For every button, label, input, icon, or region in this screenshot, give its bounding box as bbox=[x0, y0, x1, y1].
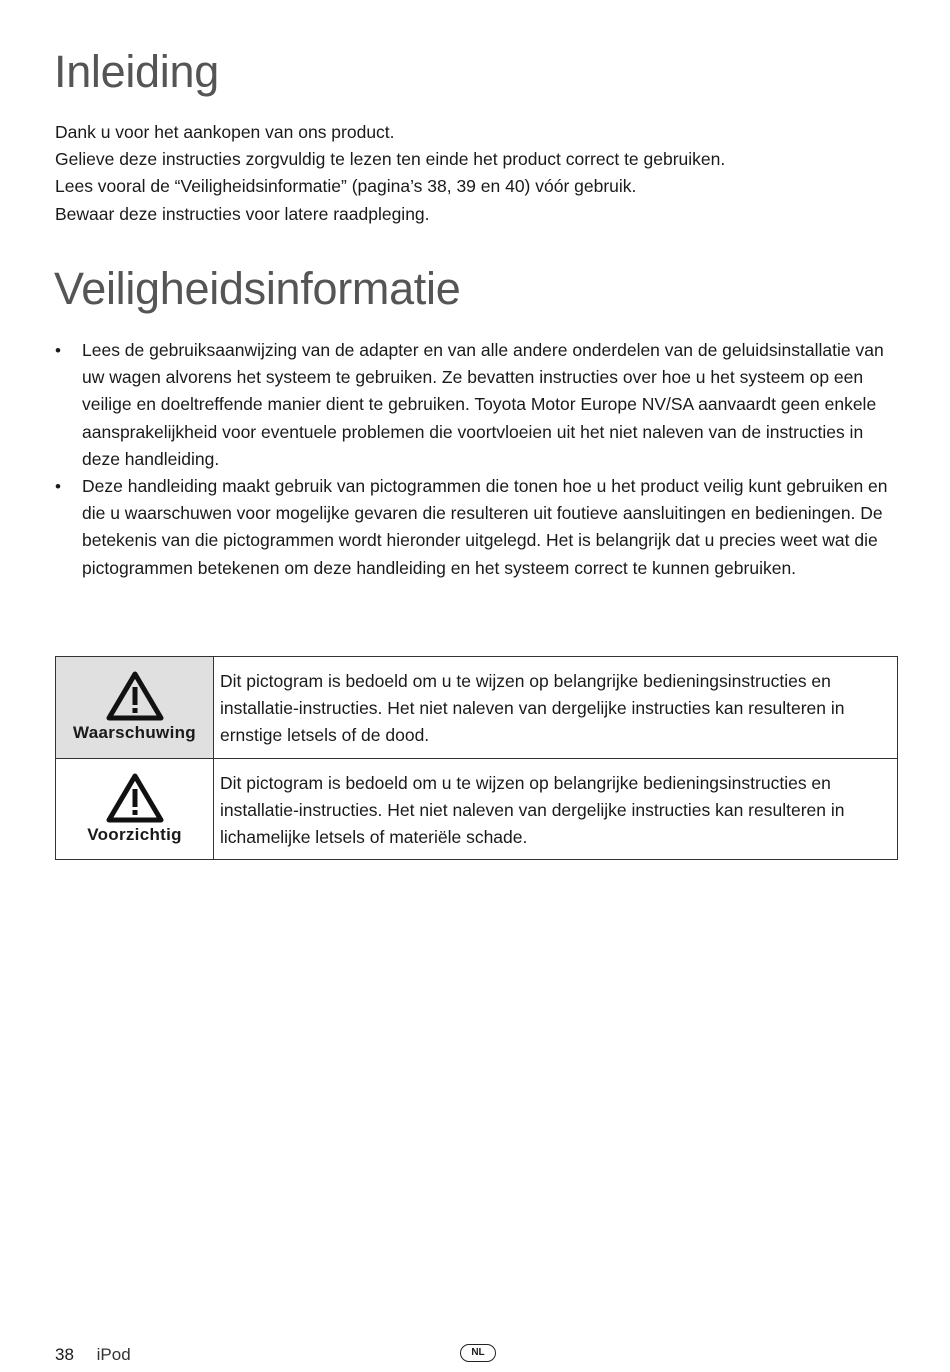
pictogram-label: Voorzichtig bbox=[87, 824, 182, 844]
intro-paragraph bbox=[55, 119, 915, 228]
pictogram-table bbox=[55, 656, 898, 860]
intro-line: Lees vooral de “Veiligheidsinformatie” (pagina’s 38, 39 en 40) vóór gebruik. bbox=[55, 176, 637, 197]
intro-line: Gelieve deze instructies zorgvuldig te lezen ten einde het product correct te gebruiken. bbox=[55, 149, 726, 170]
intro-heading: Inleiding bbox=[54, 46, 219, 97]
product-name: iPod bbox=[96, 1345, 131, 1364]
list-item bbox=[55, 337, 895, 473]
pictogram-label: Waarschuwing bbox=[73, 723, 196, 742]
bullet-icon: • bbox=[55, 477, 61, 497]
language-badge: NL bbox=[460, 1344, 496, 1362]
warning-triangle-icon bbox=[106, 671, 164, 721]
pictogram-icon-cell bbox=[56, 758, 214, 860]
bullet-icon: • bbox=[55, 341, 61, 360]
warning-triangle-icon bbox=[106, 773, 164, 823]
table-row bbox=[56, 657, 898, 759]
page-number: 38 bbox=[55, 1345, 74, 1364]
intro-line: Dank u voor het aankopen van ons product. bbox=[55, 122, 395, 142]
safety-heading: Veiligheidsinformatie bbox=[54, 263, 461, 314]
pictogram-icon-cell bbox=[56, 657, 214, 759]
pictogram-description: Dit pictogram is bedoeld om u te wijzen op belangrijke bedieningsinstructies en installatie-instructies. Het niet naleven van dergelijke instructies kan resulteren in ernstige letsels of de dood. bbox=[214, 657, 898, 759]
pictogram-description: Dit pictogram is bedoeld om u te wijzen op belangrijke bedieningsinstructies en installatie-instructies. Het niet naleven van dergelijke instructies kan resulteren in lichamelijke letsels of materiële schade. bbox=[214, 758, 898, 860]
table-row bbox=[56, 758, 898, 860]
safety-bullet-list bbox=[55, 337, 895, 582]
page-footer bbox=[55, 1345, 131, 1365]
bullet-text: Lees de gebruiksaanwijzing van de adapter en van alle andere onderdelen van de geluidsinstallatie van uw wagen alvorens het systeem te gebruiken. Ze bevatten instructies over hoe u het systeem op een veilige en doeltreffende manier dient te gebruiken. Toyota Motor Europe NV/SA aanvaardt geen enkele aansprakelijkheid voor eventuele problemen die voortvloeien uit het niet naleven van de instructies in deze handleiding. bbox=[82, 340, 884, 469]
intro-line: Bewaar deze instructies voor latere raadpleging. bbox=[55, 203, 430, 224]
bullet-text: Deze handleiding maakt gebruik van pictogrammen die tonen hoe u het product veilig kunt gebruiken en die u waarschuwen voor mogelijke gevaren die resulteren uit foutieve aansluitingen en bedieningen. De betekenis van die pictogrammen wordt hieronder uitgelegd. Het is belangrijk dat u precies weet wat die pictogrammen betekenen om deze handleiding en het systeem correct te kunnen gebruiken. bbox=[82, 476, 888, 578]
list-item bbox=[55, 473, 895, 582]
